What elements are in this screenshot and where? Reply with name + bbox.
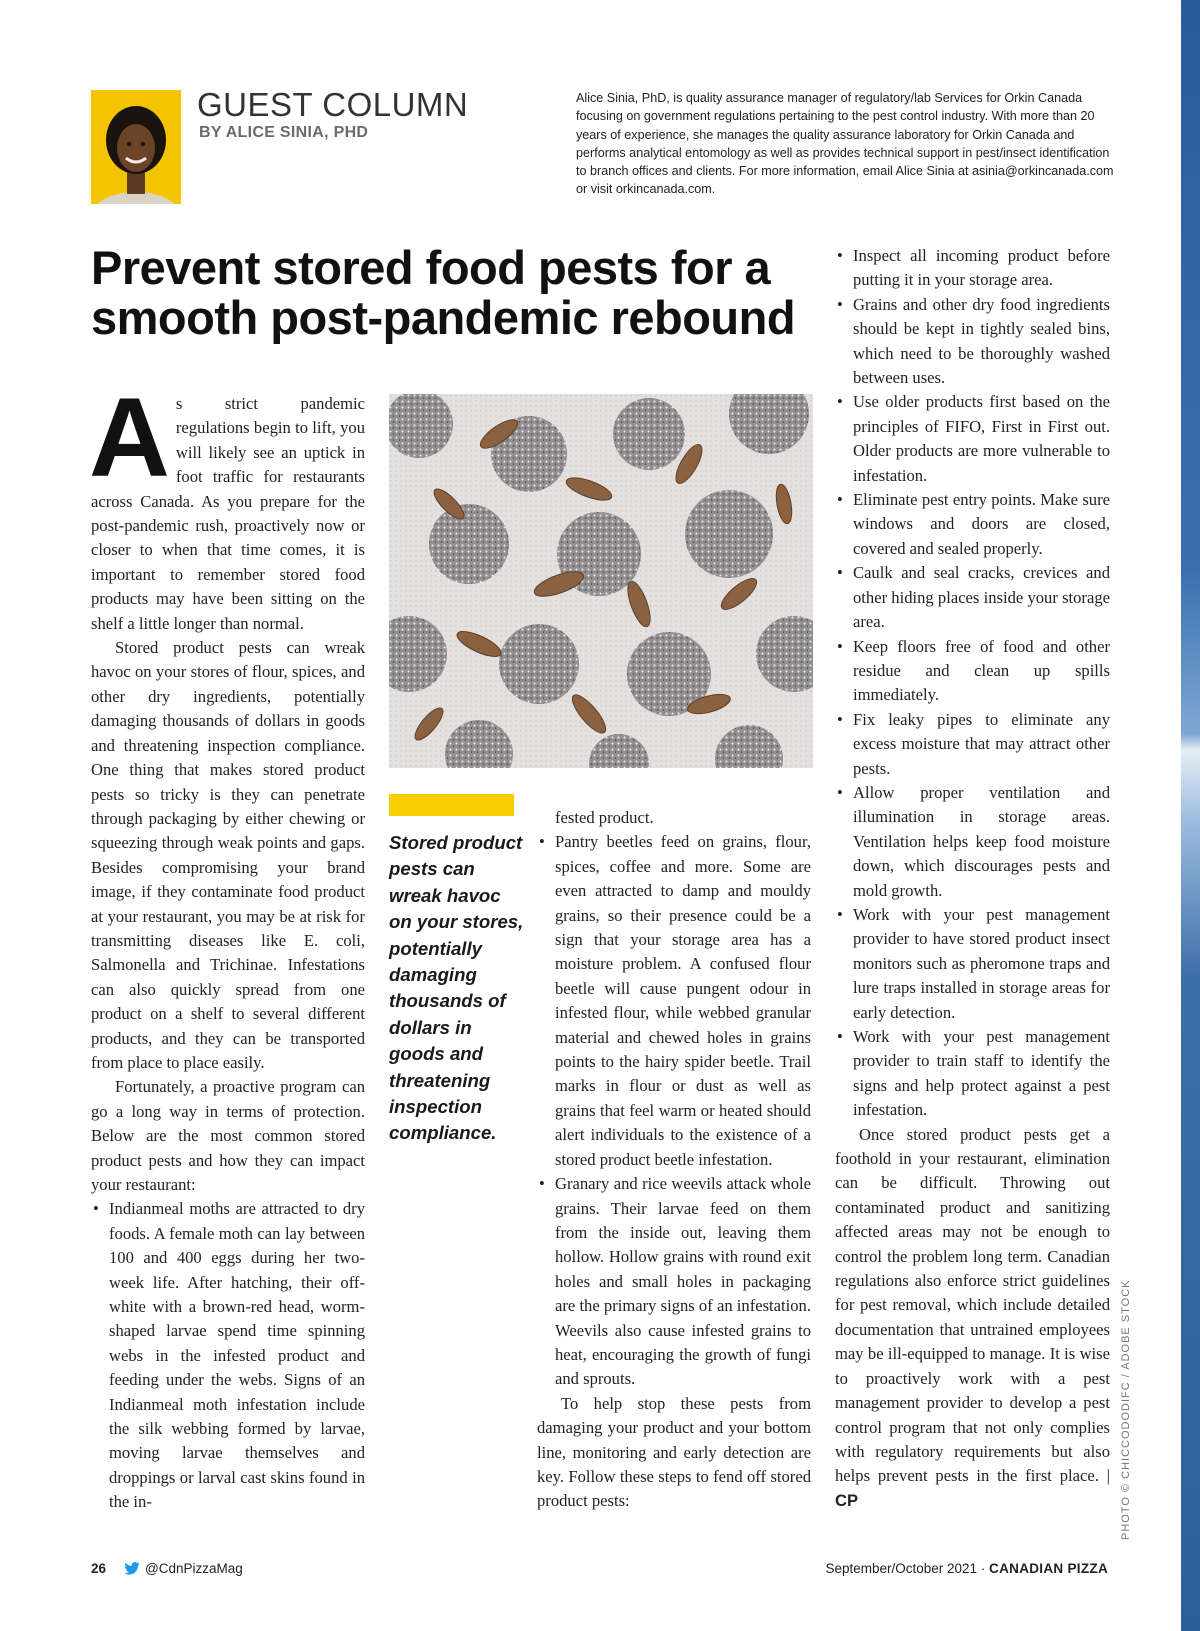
list-item-continuation: fested product. (555, 808, 654, 827)
twitter-handle-link[interactable]: @CdnPizzaMag (123, 1561, 243, 1576)
list-item: • Work with your pest management provider to train staff to identify the signs and help protect against a pest infestation. (835, 1025, 1110, 1123)
article-column-2 (537, 806, 811, 1514)
list-item: • Allow proper ventilation and illumination in storage areas. Ventilation helps keep food moisture down, which discourages pests and mold growth. (835, 781, 1110, 903)
author-bio: Alice Sinia, PhD, is quality assurance manager of regulatory/lab Services for Orkin Canada focusing on government regulations pertaining to the pest control industry. With more than 20 years of experience, she manages the quality assurance laboratory for Orkin Canada and performs analytical entomology as well as provides technical support in pest/insect identification to branch offices and clients. For more information, email Alice Sinia at asinia@orkincanada.com or visit orkincanada.com. (576, 91, 1114, 197)
article-column-1 (89, 375, 365, 1515)
body-paragraph: Stored product pests can wreak havoc on your stores of flour, spices, and other dry ingredients, potentially damaging thousands of dollars in goods and threatening inspection compliance. One thing that makes stored product pests so tricky is they can penetrate through packaging by either chewing or squeezing through weak points and gaps. Besides compromising your brand image, if they contaminate food product at your restaurant, you may be at risk for transmitting diseases like E. coli, Salmonella and Trichinae. Infestations can also quickly spread from one product on a shelf to several different products, and they can be transported from place to place easily. (91, 638, 365, 1072)
article-column-3 (835, 244, 1110, 1513)
pest-list-continued (537, 830, 811, 1391)
list-item: • Granary and rice weevils attack whole grains. Their larvae feed on them from the inside out, leaving them hollow. Hollow grains with round exit holes and small holes in packaging are the primary signs of an infestation. Weevils also cause infested grains to heat, encouraging the growth of fungi and sprouts. (537, 1172, 811, 1392)
decorative-side-strip (1181, 0, 1200, 1631)
list-item: • Use older products first based on the principles of FIFO, First in First out. Older products are more vulnerable to infestation. (835, 390, 1110, 488)
list-item: • Grains and other dry food ingredients should be kept in tightly sealed bins, which need to be thoroughly washed between uses. (835, 293, 1110, 391)
pull-quote: Stored product pests can wreak havoc on your stores, potentially damaging thousands of dollars in goods and threatening inspection compliance. (389, 832, 524, 1144)
column-title: GUEST COLUMN (197, 86, 469, 123)
issue-info (825, 1561, 1108, 1576)
pull-quote-accent-bar (389, 794, 514, 816)
list-item: • Keep floors free of food and other residue and clean up spills immediately. (835, 635, 1110, 708)
prevention-steps-list (835, 244, 1110, 1123)
article-headline: Prevent stored food pests for a smooth post-pandemic rebound (91, 241, 796, 344)
list-item: • Eliminate pest entry points. Make sure windows and doors are closed, covered and sealed properly. (835, 488, 1110, 561)
magazine-name: CANADIAN PIZZA (989, 1561, 1108, 1576)
list-item: • Work with your pest management provider to have stored product insect monitors such as pheromone traps and lure traps installed in storage areas for early detection. (835, 903, 1110, 1025)
list-item: • Fix leaky pipes to eliminate any excess moisture that may attract other pests. (835, 708, 1110, 781)
body-paragraph: Fortunately, a proactive program can go a long way in terms of protection. Below are the most common stored product pests and how they can impact your restaurant: (91, 1077, 365, 1194)
closing-paragraph: Once stored product pests get a foothold in your restaurant, elimination can be difficult. Throwing out contaminated product and sanitizing affected areas may not be enough to control the problem long term. Canadian regulations also enforce strict guidelines for pest removal, which include detailed documentation that untrained employees may be ill-equipped to manage. It is wise to proactively work with a pest management provider to develop a pest control program that not only complies with regulatory requirements but also helps prevent pests in the first place. | CP (835, 1124, 1110, 1510)
moths-photo (389, 394, 813, 768)
intro-paragraph: As strict pandemic regulations begin to lift, you will likely see an uptick in foot traffic for restaurants across Canada. As you prepare for the post-pandemic rush, proactively now or closer to when that time comes, it is important to remember stored food products may have been sitting on the shelf a little longer than normal. (89, 375, 365, 633)
page-number: 26 (91, 1561, 107, 1576)
end-mark: CP (835, 1490, 859, 1510)
author-portrait (91, 90, 181, 204)
twitter-bird-icon (123, 1562, 141, 1576)
author-byline: BY ALICE SINIA, PHD (199, 124, 369, 141)
drop-cap: A (89, 375, 170, 500)
pest-list (91, 1197, 365, 1514)
body-paragraph: To help stop these pests from damaging your product and your bottom line, monitoring and early detection are key. Follow these steps to fend off stored product pests: (537, 1393, 811, 1511)
list-item: • Indianmeal moths are attracted to dry foods. A female moth can lay between 100 and 400 eggs during her two-week life. After hatching, their off-white with a brown-red head, worm-shaped larvae spend time spinning webs in the infested product and feeding under the webs. Signs of an Indianmeal moth infestation include the silk webbing formed by larvae, moving larvae themselves and droppings or larval cast skins found in the in- (91, 1197, 365, 1514)
photo-credit: PHOTO © CHICCODODIFC / ADOBE STOCK (1120, 1279, 1132, 1540)
list-item: • Caulk and seal cracks, crevices and other hiding places inside your storage area. (835, 561, 1110, 634)
list-item: • Pantry beetles feed on grains, flour, spices, coffee and more. Some are even attracted to damp and mouldy grains, so their presence could be a sign that your storage area has a moisture problem. A confused flour beetle will cause pungent odour in infested flour, while webbed granular material and chewed holes in grains points to the hairy spider beetle. Trail marks in flour or dust as well as grains that feel warm or heated should alert individuals to the existence of a stored product beetle infestation. (537, 830, 811, 1172)
issue-date: September/October 2021 · (825, 1561, 986, 1576)
list-item: • Inspect all incoming product before putting it in your storage area. (835, 244, 1110, 293)
